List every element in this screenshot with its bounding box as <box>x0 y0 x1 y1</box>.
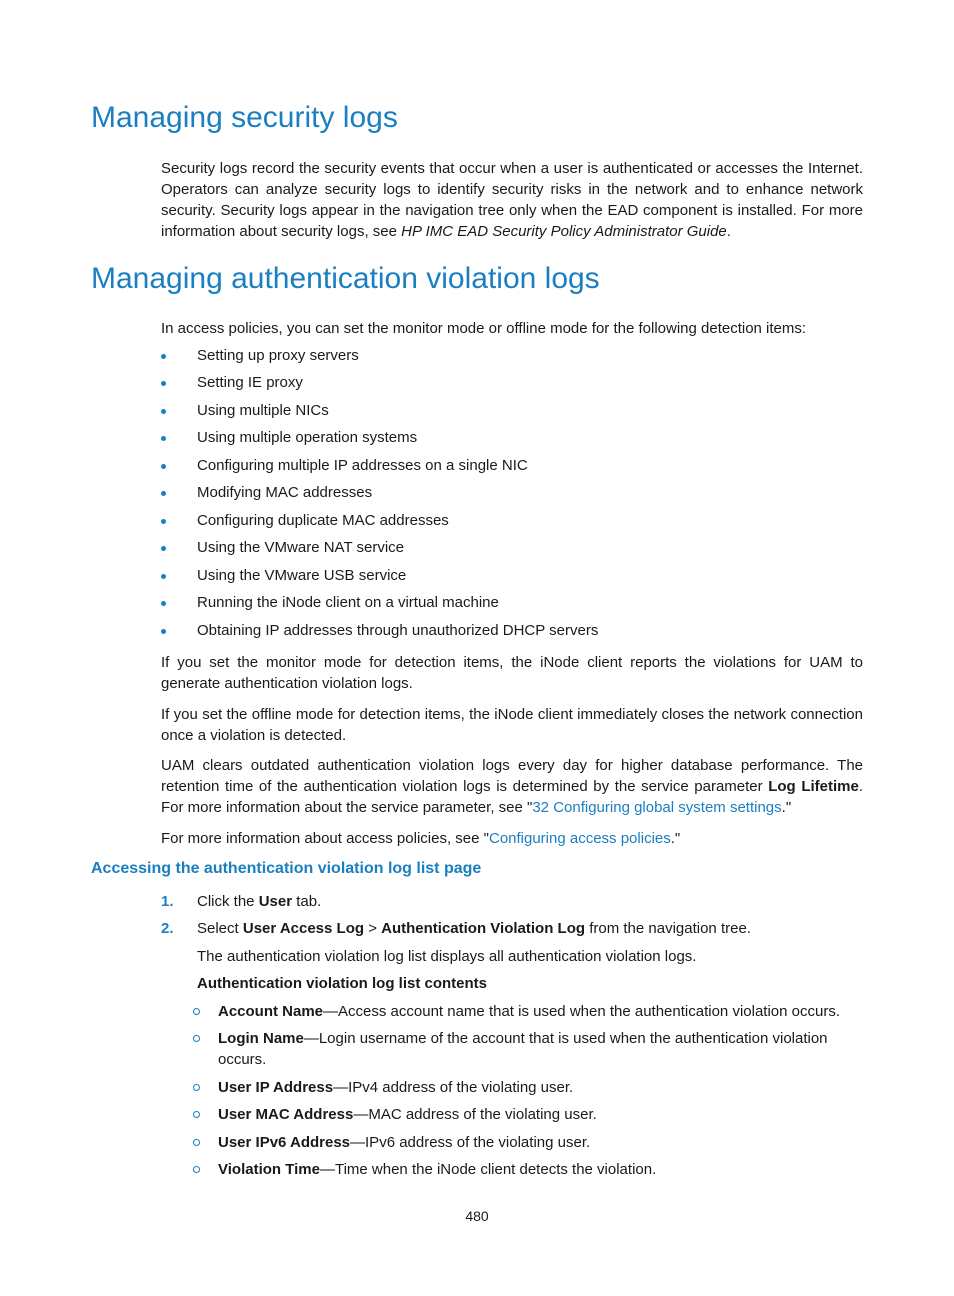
paragraph-end: . <box>726 223 731 240</box>
list-item <box>161 565 861 587</box>
subsection-title: Accessing the authentication violation log list page <box>91 860 482 877</box>
field-description: —Login username of the account that is used when the authentication violation occurs. <box>218 1030 828 1068</box>
bullet-dot <box>161 519 166 524</box>
list-item <box>161 592 861 614</box>
guide-reference: HP IMC EAD Security Policy Administrator Guide <box>401 223 727 240</box>
list-item-text: Setting IE proxy <box>197 374 303 391</box>
circle-bullet <box>193 1008 200 1015</box>
field-term: Login Name <box>218 1030 304 1047</box>
list-item-text <box>218 1159 861 1180</box>
access-policies-text-end: ." <box>670 830 681 847</box>
step-text-b: from the navigation tree. <box>585 920 751 937</box>
step-number: 2. <box>161 920 174 937</box>
list-item <box>161 455 861 477</box>
circle-bullet <box>193 1035 200 1042</box>
list-item-text: Using multiple NICs <box>197 402 329 419</box>
field-description: —Time when the iNode client detects the violation. <box>319 1161 657 1178</box>
list-item <box>161 482 861 504</box>
bullet-dot <box>161 601 166 606</box>
access-policies-link[interactable]: Configuring access policies <box>488 830 671 847</box>
list-item <box>161 345 861 367</box>
step-text-b: tab. <box>292 893 322 910</box>
circle-bullet <box>193 1084 200 1091</box>
section-title-security-logs: Managing security logs <box>91 101 398 134</box>
auth-violation-log-term: Authentication Violation Log <box>381 920 586 937</box>
uam-text-2: . For more information about the service parameter, see " <box>161 778 864 816</box>
step-number: 1. <box>161 893 174 910</box>
circle-bullet <box>193 1139 200 1146</box>
step-2-description: The authentication violation log list displays all authentication violation logs. <box>197 948 697 965</box>
intro-paragraph: In access policies, you can set the monitor mode or offline mode for the following detection items: <box>161 320 807 337</box>
circle-bullet <box>193 1111 200 1118</box>
field-term: Account Name <box>218 1003 324 1020</box>
list-item-text <box>218 1132 861 1153</box>
list-item <box>161 537 861 559</box>
bullet-dot <box>161 381 166 386</box>
list-item-text <box>218 1077 861 1098</box>
bullet-dot <box>161 629 166 634</box>
list-item <box>161 620 861 642</box>
field-description: —MAC address of the violating user. <box>353 1106 597 1123</box>
page-number: 480 <box>465 1208 489 1224</box>
step-text-a: Click the <box>197 893 259 910</box>
step-text <box>197 918 751 939</box>
list-item-text: Running the iNode client on a virtual machine <box>197 594 499 611</box>
field-description: —IPv6 address of the violating user. <box>350 1134 591 1151</box>
offline-mode-paragraph: If you set the offline mode for detection items, the iNode client immediately closes the network connection once a violation is detected. <box>161 706 863 744</box>
list-item-text: Modifying MAC addresses <box>197 484 373 501</box>
access-policies-paragraph <box>161 828 863 849</box>
list-item-text <box>218 1028 861 1070</box>
list-caption: Authentication violation log list contents <box>197 975 488 992</box>
list-item <box>161 372 861 394</box>
list-item-text: Using the VMware NAT service <box>197 539 405 556</box>
access-policies-text: For more information about access policies, see " <box>161 830 489 847</box>
bullet-dot <box>161 354 166 359</box>
field-term: User IPv6 Address <box>218 1134 351 1151</box>
user-access-log-term: User Access Log <box>242 920 365 937</box>
step-text-a: Select <box>197 920 243 937</box>
field-term: User IP Address <box>218 1079 334 1096</box>
field-description: —IPv4 address of the violating user. <box>333 1079 574 1096</box>
section-title-auth-violation-logs: Managing authentication violation logs <box>91 262 600 295</box>
field-term: Violation Time <box>218 1161 320 1178</box>
bullet-dot <box>161 546 166 551</box>
bullet-dot <box>161 409 166 414</box>
list-item <box>161 427 861 449</box>
uam-paragraph <box>161 755 863 818</box>
field-description: —Access account name that is used when the authentication violation occurs. <box>323 1003 840 1020</box>
list-item-text <box>218 1104 861 1125</box>
list-item-text: Using multiple operation systems <box>197 429 418 446</box>
bullet-dot <box>161 436 166 441</box>
bullet-dot <box>161 491 166 496</box>
list-item <box>161 510 861 532</box>
monitor-mode-paragraph: If you set the monitor mode for detection items, the iNode client reports the violations for UAM to generate authentication violation logs. <box>161 654 863 692</box>
uam-text: UAM clears outdated authentication violation logs every day for higher database performance. The retention time of the authentication violation logs is determined by the service parameter <box>161 757 863 795</box>
security-logs-text: Security logs record the security events that occur when a user is authenticated or accesses the Internet. Operators can analyze security logs to identify security risks in the network and to enhance network security. Security logs appear in the navigation tree only when the EAD component is installed. For more information about security logs, see <box>161 160 863 240</box>
log-lifetime-term: Log Lifetime <box>768 778 859 795</box>
circle-bullet <box>193 1166 200 1173</box>
list-item-text: Using the VMware USB service <box>197 567 407 584</box>
list-item-text: Configuring multiple IP addresses on a single NIC <box>197 457 528 474</box>
list-item <box>161 400 861 422</box>
uam-text-end: ." <box>781 799 792 816</box>
path-separator: > <box>364 920 382 937</box>
list-item-text: Setting up proxy servers <box>197 347 359 364</box>
global-settings-link[interactable]: 32 Configuring global system settings <box>532 799 782 816</box>
step-text <box>197 891 321 912</box>
bullet-dot <box>161 574 166 579</box>
bullet-dot <box>161 464 166 469</box>
list-item-text: Obtaining IP addresses through unauthorized DHCP servers <box>197 622 599 639</box>
field-term: User MAC Address <box>218 1106 354 1123</box>
list-item-text: Configuring duplicate MAC addresses <box>197 512 449 529</box>
user-tab-term: User <box>258 893 293 910</box>
list-item-text <box>218 1001 861 1022</box>
security-logs-paragraph <box>161 158 863 242</box>
